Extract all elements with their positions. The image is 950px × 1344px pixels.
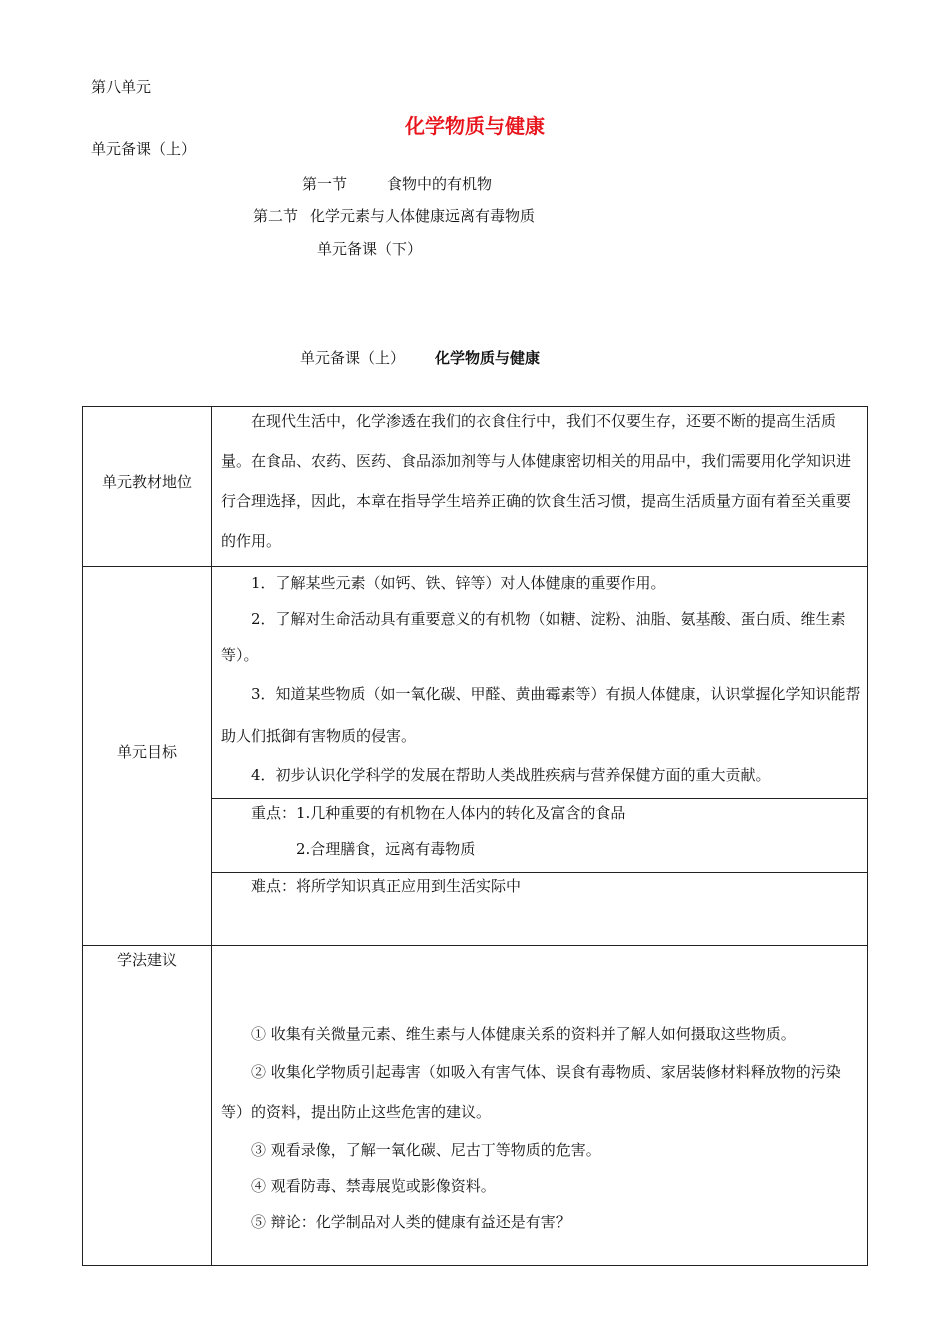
row-divider-goals — [83, 945, 867, 946]
toc-lower-part: 单元备课（下） — [317, 240, 423, 258]
goal-item-2: 2．了解对生命活动具有重要意义的有机物（如糖、淀粉、油脂、氨基酸、蛋白质、维生素等）。 — [221, 610, 846, 664]
position-text-cell — [221, 401, 861, 561]
toc-section-2-number: 第二节 — [253, 207, 299, 225]
methods-label: 学法建议 — [116, 951, 177, 969]
methods-list — [221, 1016, 861, 1240]
page-title: 化学物质与健康 — [405, 114, 545, 138]
goal-item-3: 3．知道某些物质（如一氧化碳、甲醛、黄曲霉素等）有损人体健康，认识掌握化学知识能帮助人们抵御有害物质的侵害。 — [221, 685, 861, 745]
goals-list — [221, 565, 861, 793]
table-heading-part: 单元备课（上） — [300, 349, 406, 367]
key-points-line-2: 2.合理膳食，远离有毒物质 — [296, 840, 476, 858]
table-heading-title: 化学物质与健康 — [435, 349, 541, 367]
method-item-1: ① 收集有关微量元素、维生素与人体健康关系的资料并了解人如何摄取这些物质。 — [251, 1025, 796, 1043]
table-heading — [300, 347, 540, 368]
goal-item-4: 4．初步认识化学科学的发展在帮助人类战胜疾病与营养保健方面的重大贡献。 — [251, 766, 771, 784]
position-text: 在现代生活中，化学渗透在我们的衣食住行中，我们不仅要生存，还要不断的提高生活质量。在食品、农药、医药、食品添加剂等与人体健康密切相关的用品中，我们需要用化学知识进行合理选择，因此，本章在指导学生培养正确的饮食生活习惯，提高生活质量方面有着至关重要的作用。 — [221, 412, 852, 550]
method-item-4: ④ 观看防毒、禁毒展览或影像资料。 — [251, 1177, 496, 1195]
lesson-plan-table — [82, 406, 868, 1266]
goal-item-1: 1．了解某些元素（如钙、铁、锌等）对人体健康的重要作用。 — [251, 574, 666, 592]
toc-section-1 — [302, 173, 492, 194]
method-item-5: ⑤ 辩论：化学制品对人类的健康有益还是有害？ — [251, 1213, 571, 1231]
method-item-3: ③ 观看录像，了解一氧化碳、尼古丁等物质的危害。 — [251, 1141, 601, 1159]
method-item-2: ② 收集化学物质引起毒害（如吸入有害气体、误食有毒物质、家居装修材料释放物的污染等）的资料，提出防止这些危害的建议。 — [221, 1063, 841, 1121]
column-divider — [211, 407, 212, 1265]
unit-label: 第八单元 — [91, 78, 152, 96]
key-points-line-1: 重点：1.几种重要的有机物在人体内的转化及富含的食品 — [251, 804, 626, 822]
toc-upper-part: 单元备课（上） — [91, 140, 197, 158]
goals-label: 单元目标 — [116, 743, 177, 761]
key-points-cell — [221, 795, 861, 867]
toc-section-2-title: 化学元素与人体健康远离有毒物质 — [310, 207, 536, 225]
toc-section-1-number: 第一节 — [302, 175, 348, 193]
toc-section-2 — [253, 205, 535, 226]
difficulty-line: 难点：将所学知识真正应用到生活实际中 — [251, 877, 522, 895]
difficulty-cell — [221, 868, 861, 904]
position-label: 单元教材地位 — [101, 473, 192, 491]
toc-section-1-title: 食物中的有机物 — [387, 175, 493, 193]
